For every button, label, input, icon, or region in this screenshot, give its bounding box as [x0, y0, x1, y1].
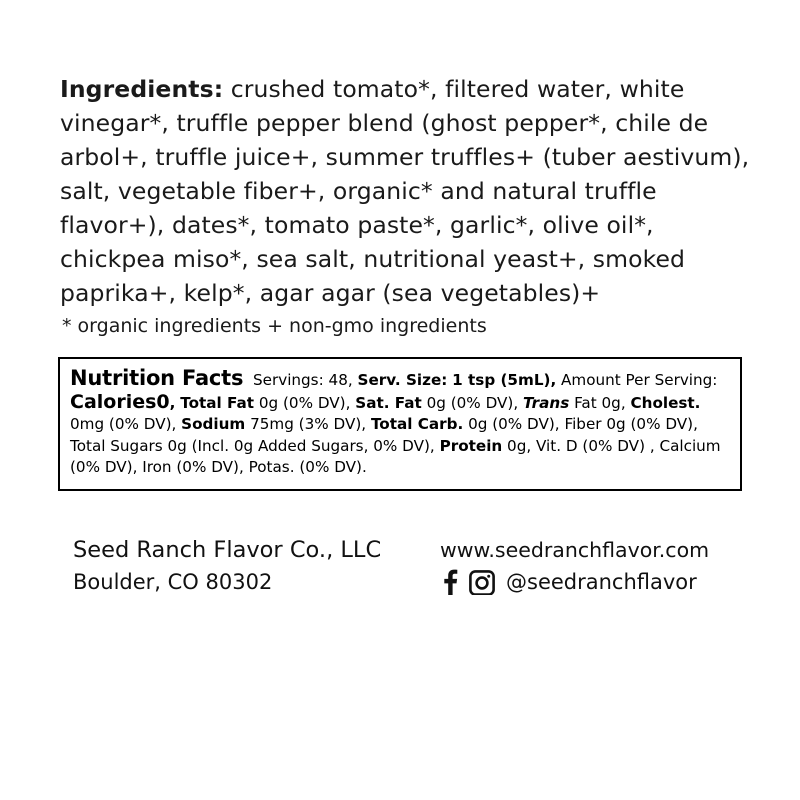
nutrient-trans-fat-label: Trans: [522, 393, 570, 412]
ingredients-list: crushed tomato*, filtered water, white vinegar*, truffle pepper blend (ghost pepper*, chile de arbol+, truffle juice+, summer truffles+ (tuber aestivum), salt, vegetable fiber+, organic* and natural truffle flavor+), dates*, tomato paste*, garlic*, olive oil*, chickpea miso*, sea salt, nutritional yeast+, smoked paprika+, kelp*, agar agar (sea vegetables)+: [60, 75, 750, 307]
nutrient-sat-fat-label: Sat. Fat: [355, 393, 422, 412]
servings-label: Servings:: [252, 371, 324, 389]
nutrition-facts-text: [70, 368, 730, 479]
company-name: Seed Ranch Flavor Co., LLC: [73, 537, 382, 563]
web-block: [440, 536, 760, 595]
calories-comma: ,: [169, 393, 176, 412]
serving-size-label: Serv. Size:: [357, 371, 448, 389]
nutrient-protein-value: 0g, Vit. D (0% DV) , Calcium (0% DV), Iron (0% DV), Potas. (0% DV).: [70, 436, 721, 476]
calories-label: Calories: [70, 390, 157, 413]
company-city: Boulder, CO 80302: [73, 570, 273, 594]
nutrient-total-carb-value: 0g (0% DV), Fiber 0g (0% DV), Total Sugars 0g (Incl. 0g Added Sugars, 0% DV),: [70, 415, 698, 455]
nutrient-sodium-value: 75mg (3% DV),: [245, 415, 367, 433]
serving-size-value: 1 tsp (5mL),: [452, 371, 557, 389]
ingredients-legend: * organic ingredients + non-gmo ingredients: [62, 315, 487, 337]
ingredients-paragraph: [60, 72, 750, 310]
nutrient-total-carb-label: Total Carb.: [370, 415, 464, 433]
instagram-icon[interactable]: [469, 569, 495, 595]
nutrition-facts-box: [58, 357, 742, 491]
social-handle[interactable]: @seedranchflavor: [506, 570, 697, 594]
facebook-icon[interactable]: [440, 569, 460, 595]
nutrient-trans-fat-value: Fat 0g,: [569, 393, 626, 412]
nutrient-cholesterol-label: Cholest.: [630, 393, 701, 412]
nutrient-sat-fat-value: 0g (0% DV),: [421, 393, 519, 412]
company-block: [73, 535, 433, 597]
website-url[interactable]: www.seedranchflavor.com: [440, 538, 710, 562]
nutrient-protein-label: Protein: [439, 436, 503, 455]
social-row: [440, 569, 760, 595]
calories-value: 0: [156, 390, 170, 413]
nutrient-cholesterol-value: 0mg (0% DV),: [70, 415, 177, 433]
nutrient-sodium-label: Sodium: [181, 415, 246, 433]
nutrition-facts-title: Nutrition Facts: [70, 366, 244, 390]
servings-value: 48,: [328, 371, 353, 389]
nutrient-total-fat-label: Total Fat: [180, 393, 255, 412]
ingredients-heading: Ingredients:: [60, 75, 224, 103]
nutrient-total-fat-value: 0g (0% DV),: [254, 393, 351, 412]
amount-per-serving-label: Amount Per Serving:: [561, 371, 718, 389]
